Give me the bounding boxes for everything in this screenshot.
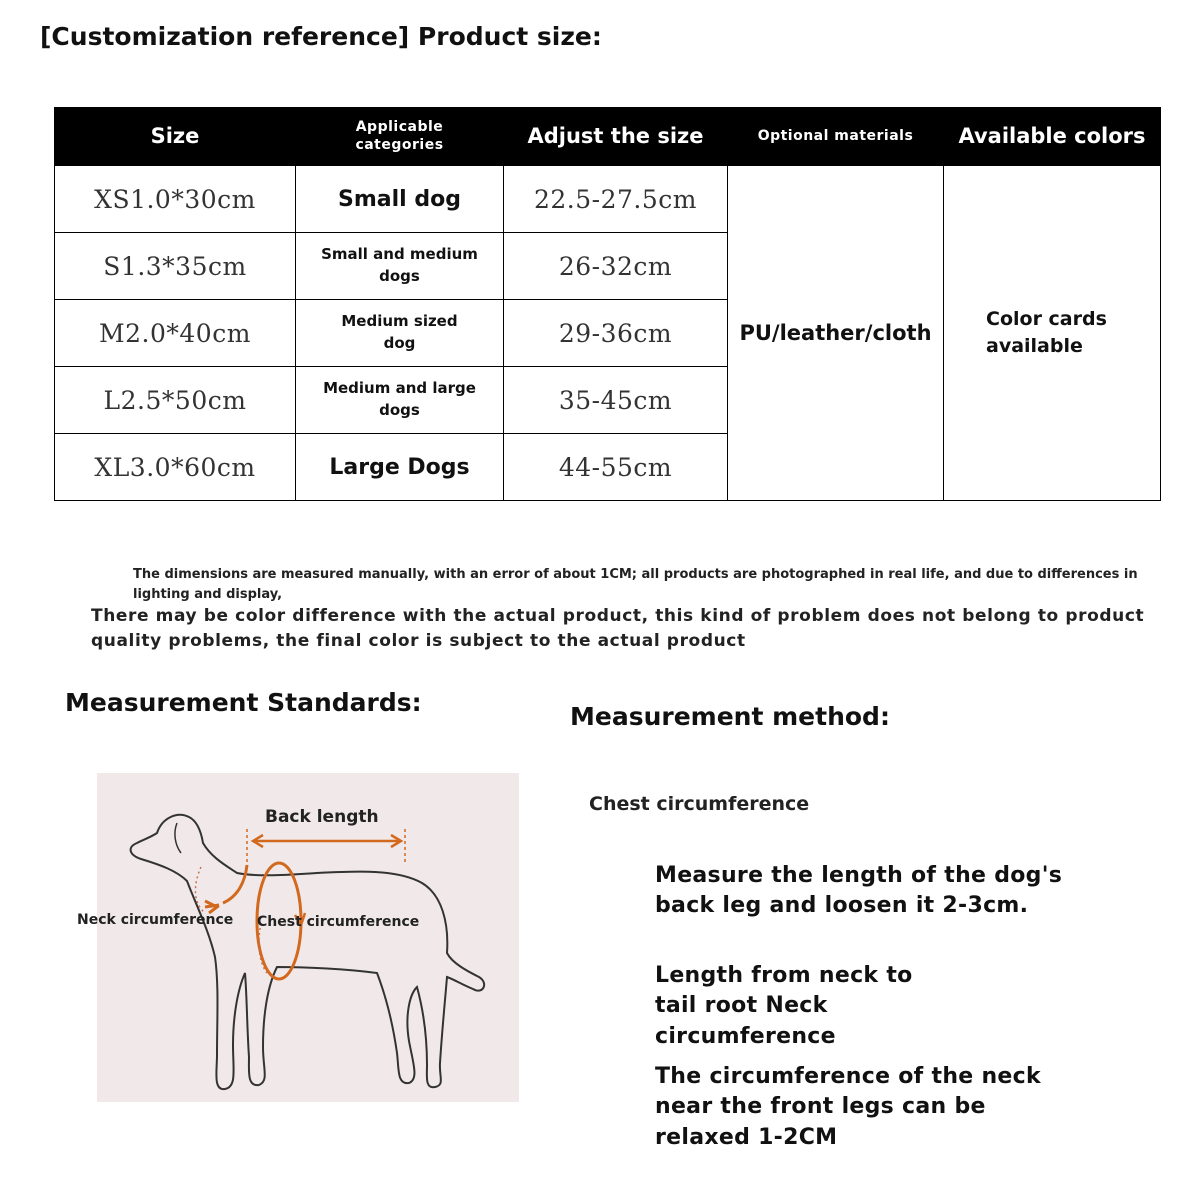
category-cell: Medium and large dogs [296,367,504,434]
category-cell: Small dog [296,166,504,233]
method-text-back-leg: Measure the length of the dog's back leg and loosen it 2-3cm. [655,863,1063,919]
size-cell: S1.3*35cm [55,233,296,300]
header-materials: Optional materials [728,108,944,166]
method-heading: Measurement method: [570,702,890,731]
adjust-cell: 26-32cm [504,233,728,300]
adjust-cell: 35-45cm [504,367,728,434]
table-header-row [55,108,1161,166]
method-text-neck: The circumference of the neck near the front legs can be relaxed 1-2CM [655,1064,1041,1150]
size-cell: XS1.0*30cm [55,166,296,233]
adjust-cell: 22.5-27.5cm [504,166,728,233]
disclaimer-small: The dimensions are measured manually, with an error of about 1CM; all products are photographed in real life, and due to differences in lighting and display, [133,567,1138,602]
disclaimer-color: There may be color difference with the actual product, this kind of problem does not belong to product quality problems, the final color is subject to the actual product [91,606,1145,651]
header-category: Applicable categories [296,108,504,166]
measurement-diagram [77,773,519,1102]
category-cell: Small and medium dogs [296,233,504,300]
size-cell: L2.5*50cm [55,367,296,434]
materials-cell: PU/leather/cloth [728,166,944,501]
method-chest-label: Chest circumference [589,793,810,815]
neck-circumference-label: Neck circumference [77,912,234,928]
chest-circumference-label: Chest circumference [257,914,420,930]
size-cell: XL3.0*60cm [55,434,296,501]
size-cell: M2.0*40cm [55,300,296,367]
back-length-label: Back length [265,807,379,827]
table-row [55,166,1161,233]
size-table [54,107,1161,501]
method-text-neck-tail: Length from neck to tail root Neck circumference [655,963,913,1049]
category-cell: Medium sized dog [296,300,504,367]
colors-cell: Color cards available [944,166,1161,501]
adjust-cell: 44-55cm [504,434,728,501]
header-size: Size [55,108,296,166]
standards-heading: Measurement Standards: [65,688,422,717]
adjust-cell: 29-36cm [504,300,728,367]
category-cell: Large Dogs [296,434,504,501]
header-adjust: Adjust the size [504,108,728,166]
page-title: [Customization reference] Product size: [40,22,602,51]
header-colors: Available colors [944,108,1161,166]
